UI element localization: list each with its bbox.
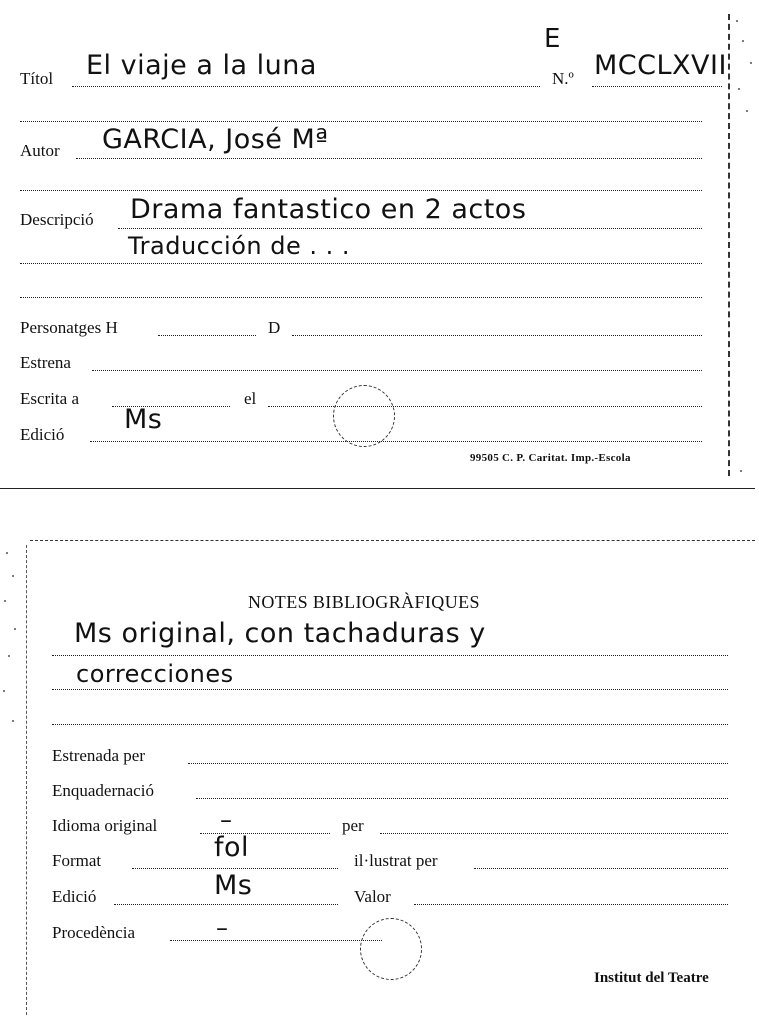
notes-line-2 — [52, 689, 728, 690]
estrenada-label: Estrenada per — [52, 746, 145, 765]
descripcio-value-2: Traducción de . . . — [128, 232, 351, 260]
enquadernacio-line — [196, 798, 728, 799]
descripcio-value-1: Drama fantastico en 2 actos — [130, 194, 527, 225]
format-line — [132, 868, 338, 869]
per-line — [380, 833, 728, 834]
notes-value-2: correcciones — [76, 660, 234, 688]
corner-mark: E — [544, 24, 561, 54]
personatges-d-line — [292, 335, 702, 336]
numero-line — [592, 86, 722, 87]
estrenada-line — [188, 763, 728, 764]
edicio-line-back — [114, 904, 338, 905]
autor-label: Autor — [20, 141, 60, 160]
numero-label: N.º — [552, 69, 574, 88]
illustrat-label: il·lustrat per — [354, 851, 438, 870]
autor-line — [76, 158, 702, 159]
edicio-label-back: Edició — [52, 887, 97, 906]
estrena-line — [92, 370, 702, 371]
valor-label: Valor — [354, 887, 391, 906]
personatges-d-label: D — [268, 318, 281, 337]
punch-hole — [333, 385, 395, 447]
catalog-card-back — [24, 540, 734, 1010]
descripcio-label: Descripció — [20, 210, 94, 229]
el-label: el — [244, 389, 257, 408]
titol-value: El viaje a la luna — [86, 50, 317, 81]
blank-line — [20, 190, 702, 191]
numero-value: MCCLXVII — [594, 50, 727, 81]
blank-line — [20, 297, 702, 298]
titol-line — [72, 86, 540, 87]
idioma-label: Idioma original — [52, 816, 158, 835]
edicio-value: Ms — [124, 404, 163, 435]
idioma-value: – — [220, 806, 233, 834]
notes-heading: NOTES BIBLIOGRÀFIQUES — [248, 592, 480, 612]
punch-hole — [360, 918, 422, 980]
per-label: per — [342, 816, 364, 835]
notes-value-1: Ms original, con tachaduras y — [74, 618, 486, 649]
valor-line — [414, 904, 728, 905]
notes-line-1 — [52, 655, 728, 656]
procedencia-value: – — [216, 914, 229, 942]
institute-stamp: Institut del Teatre — [594, 970, 709, 986]
autor-value: GARCIA, José Mª — [102, 124, 329, 155]
escrita-label: Escrita a — [20, 389, 79, 408]
procedencia-line — [170, 940, 382, 941]
enquadernacio-label: Enquadernació — [52, 781, 154, 800]
personatges-h-line — [158, 335, 256, 336]
personatges-label: Personatges H — [20, 318, 118, 337]
printer-imprint: 99505 C. P. Caritat. Imp.-Escola — [470, 452, 631, 464]
format-label: Format — [52, 851, 102, 870]
titol-label: Títol — [20, 69, 54, 88]
descripcio-line-2 — [20, 263, 702, 264]
illustrat-line — [474, 868, 728, 869]
blank-line — [20, 121, 702, 122]
descripcio-line-1 — [118, 228, 702, 229]
catalog-card-front — [0, 0, 730, 490]
estrena-label: Estrena — [20, 353, 71, 372]
blank-line — [52, 724, 728, 725]
procedencia-label: Procedència — [52, 923, 136, 942]
edicio-line — [90, 441, 702, 442]
edicio-value-back: Ms — [214, 870, 253, 901]
format-value: fol — [214, 832, 250, 863]
edicio-label: Edició — [20, 425, 65, 444]
